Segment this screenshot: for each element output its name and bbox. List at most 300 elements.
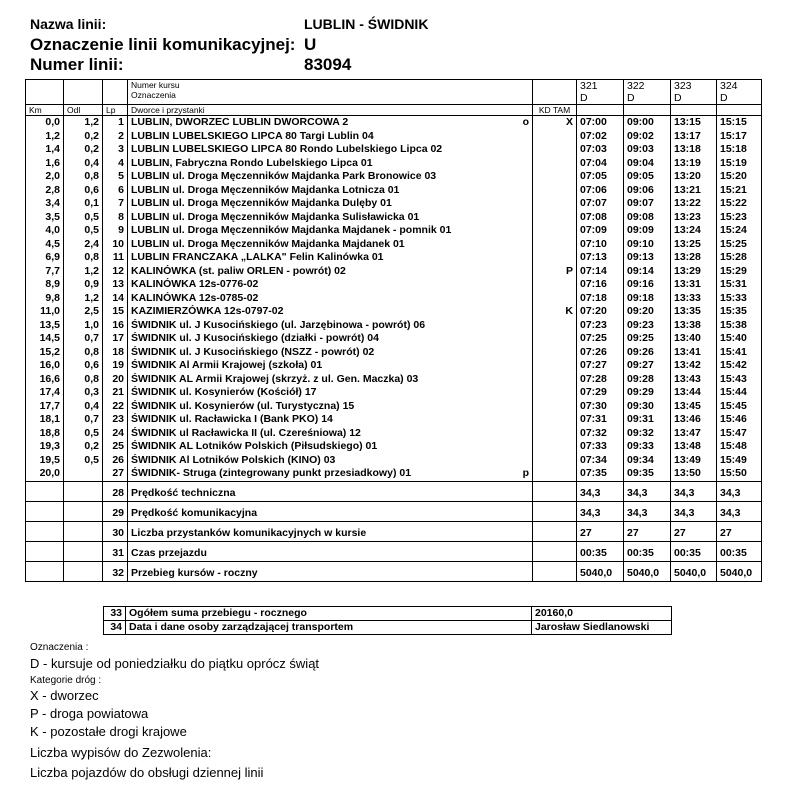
course-mark: D bbox=[627, 92, 635, 104]
departure-time: 15:38 bbox=[717, 319, 762, 333]
summary-value: 00:35 bbox=[624, 541, 671, 561]
departure-time: 09:23 bbox=[624, 319, 671, 333]
stop-row bbox=[26, 224, 762, 238]
stop-name: LUBLIN ul. Droga Męczenników Majdanka Lotnicza 01 bbox=[131, 183, 400, 196]
departure-time: 13:50 bbox=[671, 467, 717, 481]
departure-time: 09:20 bbox=[624, 305, 671, 319]
course-number: 321 bbox=[580, 80, 598, 92]
stop-km: 0,0 bbox=[26, 116, 64, 130]
stop-distance: 0,1 bbox=[64, 197, 103, 211]
stop-name: ŚWIDNIK Al Lotników Polskich (KINO) 03 bbox=[131, 453, 336, 466]
departure-time: 07:09 bbox=[577, 224, 624, 238]
stop-row bbox=[26, 319, 762, 333]
departure-time: 15:50 bbox=[717, 467, 762, 481]
summary-row bbox=[26, 521, 762, 541]
summary-value: 5040,0 bbox=[717, 561, 762, 581]
stop-km: 2,0 bbox=[26, 170, 64, 184]
departure-time: 09:18 bbox=[624, 292, 671, 306]
stop-distance: 0,7 bbox=[64, 332, 103, 346]
summary-value: 5040,0 bbox=[671, 561, 717, 581]
stop-lp: 17 bbox=[103, 332, 128, 346]
stop-row bbox=[26, 251, 762, 265]
departure-time: 13:44 bbox=[671, 386, 717, 400]
stop-name-cell bbox=[128, 184, 533, 198]
departure-time: 13:46 bbox=[671, 413, 717, 427]
stop-row bbox=[26, 238, 762, 252]
departure-time: 07:20 bbox=[577, 305, 624, 319]
stop-km: 19,5 bbox=[26, 454, 64, 468]
departure-time: 15:42 bbox=[717, 359, 762, 373]
row-label: Data i dane osoby zarządzającej transportem bbox=[126, 621, 532, 635]
stop-distance: 0,9 bbox=[64, 278, 103, 292]
summary-row bbox=[26, 501, 762, 521]
departure-time: 07:10 bbox=[577, 238, 624, 252]
line-number-value: 83094 bbox=[304, 55, 352, 74]
stop-name: ŚWIDNIK ul. Kosynierów (Kościół) 17 bbox=[131, 386, 317, 398]
departure-time: 09:04 bbox=[624, 157, 671, 171]
stop-name: LUBLIN, Fabryczna Rondo Lubelskiego Lipca 01 bbox=[131, 156, 373, 169]
stop-distance: 0,2 bbox=[64, 130, 103, 144]
stop-lp: 5 bbox=[103, 170, 128, 184]
summary-value: 00:35 bbox=[717, 541, 762, 561]
departure-time: 09:05 bbox=[624, 170, 671, 184]
summary-kd bbox=[533, 501, 577, 521]
summary-value: 27 bbox=[624, 521, 671, 541]
summary-value: 34,3 bbox=[577, 481, 624, 501]
departure-time: 15:35 bbox=[717, 305, 762, 319]
stop-road-category bbox=[533, 440, 577, 454]
stop-name-cell bbox=[128, 373, 533, 387]
departure-time: 07:06 bbox=[577, 184, 624, 198]
summary-km bbox=[26, 561, 64, 581]
departure-time: 09:33 bbox=[624, 440, 671, 454]
departure-time: 15:47 bbox=[717, 427, 762, 441]
stop-distance bbox=[64, 467, 103, 481]
stop-lp: 15 bbox=[103, 305, 128, 319]
manager-row bbox=[104, 621, 672, 635]
departure-time: 09:28 bbox=[624, 373, 671, 387]
departure-time: 09:08 bbox=[624, 211, 671, 225]
stop-name-cell bbox=[128, 319, 533, 333]
stop-road-category bbox=[533, 359, 577, 373]
departure-time: 07:02 bbox=[577, 130, 624, 144]
summary-row bbox=[26, 541, 762, 561]
departure-time: 13:28 bbox=[671, 251, 717, 265]
stop-row bbox=[26, 400, 762, 414]
summary-label: Czas przejazdu bbox=[128, 541, 533, 561]
course-mark: D bbox=[720, 92, 728, 104]
stop-road-category bbox=[533, 427, 577, 441]
km-header: Km bbox=[26, 105, 64, 116]
stop-row bbox=[26, 211, 762, 225]
departure-time: 07:00 bbox=[577, 116, 624, 130]
permit-extracts-label: Liczba wypisów do Zezwolenia: bbox=[30, 745, 212, 760]
stop-name-cell bbox=[128, 130, 533, 144]
stop-lp: 26 bbox=[103, 454, 128, 468]
stop-distance: 0,6 bbox=[64, 359, 103, 373]
departure-time: 15:46 bbox=[717, 413, 762, 427]
departure-time: 15:28 bbox=[717, 251, 762, 265]
summary-value: 34,3 bbox=[717, 501, 762, 521]
departure-time: 15:24 bbox=[717, 224, 762, 238]
stop-row bbox=[26, 157, 762, 171]
departure-time: 13:49 bbox=[671, 454, 717, 468]
departure-time: 15:20 bbox=[717, 170, 762, 184]
stop-road-category bbox=[533, 278, 577, 292]
stop-distance: 0,8 bbox=[64, 373, 103, 387]
stop-distance: 0,8 bbox=[64, 346, 103, 360]
summary-lp: 28 bbox=[103, 481, 128, 501]
summary-odl bbox=[64, 481, 103, 501]
stop-name-cell bbox=[128, 157, 533, 171]
departure-time: 13:38 bbox=[671, 319, 717, 333]
departure-time: 13:17 bbox=[671, 130, 717, 144]
stop-lp: 14 bbox=[103, 292, 128, 306]
stop-row bbox=[26, 305, 762, 319]
stop-road-category bbox=[533, 157, 577, 171]
stop-distance: 1,0 bbox=[64, 319, 103, 333]
departure-time: 15:19 bbox=[717, 157, 762, 171]
summary-kd bbox=[533, 481, 577, 501]
departure-time: 13:21 bbox=[671, 184, 717, 198]
stop-distance: 0,5 bbox=[64, 211, 103, 225]
departure-time: 07:27 bbox=[577, 359, 624, 373]
stop-name-cell bbox=[128, 251, 533, 265]
stop-name-cell bbox=[128, 143, 533, 157]
departure-time: 13:22 bbox=[671, 197, 717, 211]
stop-row bbox=[26, 413, 762, 427]
departure-time: 15:44 bbox=[717, 386, 762, 400]
departure-time: 15:21 bbox=[717, 184, 762, 198]
departure-time: 07:28 bbox=[577, 373, 624, 387]
departure-time: 13:25 bbox=[671, 238, 717, 252]
stop-lp: 21 bbox=[103, 386, 128, 400]
line-mark-value: U bbox=[304, 35, 317, 54]
stop-road-category bbox=[533, 224, 577, 238]
summary-value: 27 bbox=[717, 521, 762, 541]
stop-distance: 0,7 bbox=[64, 413, 103, 427]
departure-time: 07:04 bbox=[577, 157, 624, 171]
stop-name: LUBLIN ul. Droga Męczenników Majdanka Sulisławicka 01 bbox=[131, 210, 420, 223]
summary-label: Liczba przystanków komunikacyjnych w kursie bbox=[128, 521, 533, 541]
departure-time: 13:15 bbox=[671, 116, 717, 130]
departure-time: 07:16 bbox=[577, 278, 624, 292]
stop-lp: 27 bbox=[103, 467, 128, 481]
course-number: 324 bbox=[720, 80, 738, 92]
stop-road-category bbox=[533, 373, 577, 387]
stop-name-cell bbox=[128, 386, 533, 400]
row-label: Ogółem suma przebiegu - rocznego bbox=[126, 607, 532, 621]
stop-name: ŚWIDNIK ul. Kosynierów (ul. Turystyczna) 15 bbox=[131, 399, 355, 412]
stop-row bbox=[26, 373, 762, 387]
stop-km: 4,5 bbox=[26, 238, 64, 252]
departure-time: 13:24 bbox=[671, 224, 717, 238]
stop-road-category bbox=[533, 386, 577, 400]
stations-header: Dworce i przystanki bbox=[128, 105, 533, 116]
stop-km: 3,5 bbox=[26, 211, 64, 225]
stop-km: 20,0 bbox=[26, 467, 64, 481]
stop-km: 17,7 bbox=[26, 400, 64, 414]
departure-time: 15:33 bbox=[717, 292, 762, 306]
road-category-k: K - pozostałe drogi krajowe bbox=[30, 724, 187, 739]
stop-name: ŚWIDNIK Al Armii Krajowej (szkoła) 01 bbox=[131, 359, 323, 371]
course-number-row bbox=[26, 80, 762, 105]
departure-time: 09:31 bbox=[624, 413, 671, 427]
departure-time: 07:32 bbox=[577, 427, 624, 441]
row-lp: 33 bbox=[104, 607, 126, 621]
departure-time: 07:26 bbox=[577, 346, 624, 360]
summary-value: 34,3 bbox=[624, 481, 671, 501]
summary-value: 34,3 bbox=[717, 481, 762, 501]
departure-time: 15:41 bbox=[717, 346, 762, 360]
stop-name-cell bbox=[128, 427, 533, 441]
stop-lp: 25 bbox=[103, 440, 128, 454]
vehicles-label: Liczba pojazdów do obsługi dziennej linii bbox=[30, 765, 264, 780]
departure-time: 07:23 bbox=[577, 319, 624, 333]
stop-lp: 8 bbox=[103, 211, 128, 225]
stop-name-cell bbox=[128, 346, 533, 360]
departure-time: 09:32 bbox=[624, 427, 671, 441]
departure-time: 09:14 bbox=[624, 265, 671, 279]
stop-road-category bbox=[533, 143, 577, 157]
summary-odl bbox=[64, 541, 103, 561]
departure-time: 09:02 bbox=[624, 130, 671, 144]
stop-distance: 0,5 bbox=[64, 224, 103, 238]
departure-time: 15:15 bbox=[717, 116, 762, 130]
stop-lp: 16 bbox=[103, 319, 128, 333]
kd-tam-header: KD TAM bbox=[533, 105, 577, 116]
stop-name: LUBLIN ul. Droga Męczenników Majdanka Park Bronowice 03 bbox=[131, 170, 437, 182]
stop-name-cell bbox=[128, 116, 533, 130]
timetable bbox=[25, 79, 762, 582]
summary-row bbox=[26, 481, 762, 501]
departure-time: 09:26 bbox=[624, 346, 671, 360]
departure-time: 09:35 bbox=[624, 467, 671, 481]
stop-row bbox=[26, 170, 762, 184]
summary-value: 00:35 bbox=[577, 541, 624, 561]
departure-time: 15:45 bbox=[717, 400, 762, 414]
course-mark: D bbox=[674, 92, 682, 104]
stop-km: 17,4 bbox=[26, 386, 64, 400]
departure-time: 15:49 bbox=[717, 454, 762, 468]
stop-row bbox=[26, 130, 762, 144]
departure-time: 07:05 bbox=[577, 170, 624, 184]
departure-time: 09:29 bbox=[624, 386, 671, 400]
stop-km: 16,6 bbox=[26, 373, 64, 387]
stop-road-category bbox=[533, 400, 577, 414]
summary-lp: 32 bbox=[103, 561, 128, 581]
summary-value: 5040,0 bbox=[577, 561, 624, 581]
stop-name: ŚWIDNIK- Struga (zintegrowany punkt przesiadkowy) 01 bbox=[131, 467, 412, 479]
departure-time: 07:29 bbox=[577, 386, 624, 400]
stop-lp: 9 bbox=[103, 224, 128, 238]
line-mark-label: Oznaczenie linii komunikacyjnej: bbox=[30, 35, 296, 54]
stop-name-cell bbox=[128, 224, 533, 238]
stop-name-cell bbox=[128, 292, 533, 306]
stop-road-category bbox=[533, 413, 577, 427]
summary-kd bbox=[533, 541, 577, 561]
designation-d: D - kursuje od poniedziałku do piątku oprócz świąt bbox=[30, 656, 320, 671]
stop-km: 18,8 bbox=[26, 427, 64, 441]
stop-name-cell bbox=[128, 278, 533, 292]
stop-row bbox=[26, 467, 762, 481]
stop-lp: 10 bbox=[103, 238, 128, 252]
stop-row bbox=[26, 278, 762, 292]
departure-time: 07:30 bbox=[577, 400, 624, 414]
stop-distance: 0,4 bbox=[64, 400, 103, 414]
summary-lp: 30 bbox=[103, 521, 128, 541]
stop-km: 18,1 bbox=[26, 413, 64, 427]
stop-name: KAZIMIERZÓWKA 12s-0797-02 bbox=[131, 305, 284, 317]
stop-road-category bbox=[533, 467, 577, 481]
stop-lp: 19 bbox=[103, 359, 128, 373]
stop-distance: 0,5 bbox=[64, 454, 103, 468]
stop-name-cell bbox=[128, 211, 533, 225]
departure-time: 07:07 bbox=[577, 197, 624, 211]
course-number: 323 bbox=[674, 80, 692, 92]
departure-time: 13:40 bbox=[671, 332, 717, 346]
stop-name-cell bbox=[128, 170, 533, 184]
summary-value: 27 bbox=[577, 521, 624, 541]
stop-road-category bbox=[533, 454, 577, 468]
departure-time: 09:03 bbox=[624, 143, 671, 157]
stop-distance: 0,6 bbox=[64, 184, 103, 198]
stop-name: LUBLIN ul. Droga Męczenników Majdanka Dulęby 01 bbox=[131, 197, 392, 209]
summary-label: Prędkość komunikacyjna bbox=[128, 501, 533, 521]
stop-distance: 0,2 bbox=[64, 440, 103, 454]
departure-time: 15:48 bbox=[717, 440, 762, 454]
stop-road-category bbox=[533, 292, 577, 306]
stop-name: ŚWIDNIK AL Armii Krajowej (skrzyż. z ul. Gen. Maczka) 03 bbox=[131, 372, 419, 385]
departure-time: 15:31 bbox=[717, 278, 762, 292]
stop-distance: 2,4 bbox=[64, 238, 103, 252]
stop-distance: 1,2 bbox=[64, 265, 103, 279]
stop-name: ŚWIDNIK ul. J Kusocińskiego (działki - powrót) 04 bbox=[131, 332, 379, 344]
departure-time: 13:19 bbox=[671, 157, 717, 171]
summary-label: Przebieg kursów - roczny bbox=[128, 561, 533, 581]
summary-value: 27 bbox=[671, 521, 717, 541]
departure-time: 13:31 bbox=[671, 278, 717, 292]
stop-km: 15,2 bbox=[26, 346, 64, 360]
departure-time: 09:07 bbox=[624, 197, 671, 211]
stop-note: p bbox=[522, 467, 529, 479]
stop-km: 2,8 bbox=[26, 184, 64, 198]
stop-name: LUBLIN LUBELSKIEGO LIPCA 80 Targi Lublin 04 bbox=[131, 129, 374, 142]
stop-lp: 12 bbox=[103, 265, 128, 279]
stop-road-category bbox=[533, 238, 577, 252]
stop-name: ŚWIDNIK ul Racławicka II (ul. Czereśniowa) 12 bbox=[131, 426, 361, 439]
stop-km: 3,4 bbox=[26, 197, 64, 211]
stop-name: KALINÓWKA 12s-0776-02 bbox=[131, 278, 259, 290]
departure-time: 09:25 bbox=[624, 332, 671, 346]
departure-time: 09:09 bbox=[624, 224, 671, 238]
departure-time: 13:35 bbox=[671, 305, 717, 319]
stop-row bbox=[26, 440, 762, 454]
stop-name-cell bbox=[128, 238, 533, 252]
departure-time: 07:14 bbox=[577, 265, 624, 279]
departure-time: 13:42 bbox=[671, 359, 717, 373]
summary-km bbox=[26, 521, 64, 541]
summary-label: Prędkość techniczna bbox=[128, 481, 533, 501]
stop-name-cell bbox=[128, 440, 533, 454]
summary-km bbox=[26, 541, 64, 561]
stop-row bbox=[26, 184, 762, 198]
departure-time: 13:47 bbox=[671, 427, 717, 441]
departure-time: 13:18 bbox=[671, 143, 717, 157]
summary-value: 34,3 bbox=[671, 481, 717, 501]
summary-odl bbox=[64, 501, 103, 521]
stop-name: LUBLIN LUBELSKIEGO LIPCA 80 Rondo Lubelskiego Lipca 02 bbox=[131, 143, 443, 155]
stop-name: LUBLIN FRANCZAKA „LALKA" Felin Kalinówka 01 bbox=[131, 251, 384, 263]
departure-time: 07:03 bbox=[577, 143, 624, 157]
summary-km bbox=[26, 481, 64, 501]
stop-distance: 0,8 bbox=[64, 170, 103, 184]
stop-km: 19,3 bbox=[26, 440, 64, 454]
stop-name-cell bbox=[128, 332, 533, 346]
departure-time: 15:29 bbox=[717, 265, 762, 279]
road-categories-title: Kategorie dróg : bbox=[30, 675, 102, 686]
summary-value: 5040,0 bbox=[624, 561, 671, 581]
road-category-x: X - dworzec bbox=[30, 688, 99, 703]
stop-row bbox=[26, 454, 762, 468]
departure-time: 07:25 bbox=[577, 332, 624, 346]
departure-time: 09:00 bbox=[624, 116, 671, 130]
stop-row bbox=[26, 292, 762, 306]
departure-time: 13:41 bbox=[671, 346, 717, 360]
departure-time: 13:45 bbox=[671, 400, 717, 414]
stop-distance: 1,2 bbox=[64, 116, 103, 130]
stop-name-cell bbox=[128, 265, 533, 279]
departure-time: 09:34 bbox=[624, 454, 671, 468]
stop-road-category bbox=[533, 130, 577, 144]
stop-km: 11,0 bbox=[26, 305, 64, 319]
stop-road-category bbox=[533, 170, 577, 184]
summary-row bbox=[26, 561, 762, 581]
stop-road-category bbox=[533, 211, 577, 225]
stop-name-cell bbox=[128, 467, 533, 481]
stop-km: 6,9 bbox=[26, 251, 64, 265]
line-number-label: Numer linii: bbox=[30, 55, 124, 74]
summary-odl bbox=[64, 521, 103, 541]
departure-time: 09:13 bbox=[624, 251, 671, 265]
summary-value: 34,3 bbox=[671, 501, 717, 521]
departure-time: 15:17 bbox=[717, 130, 762, 144]
stop-name-cell bbox=[128, 359, 533, 373]
stop-lp: 18 bbox=[103, 346, 128, 360]
departure-time: 15:23 bbox=[717, 211, 762, 225]
stop-lp: 7 bbox=[103, 197, 128, 211]
summary-lp: 29 bbox=[103, 501, 128, 521]
stop-name: LUBLIN ul. Droga Męczenników Majdanka Majdanek 01 bbox=[131, 237, 405, 250]
stop-km: 1,4 bbox=[26, 143, 64, 157]
departure-time: 15:22 bbox=[717, 197, 762, 211]
departure-time: 07:08 bbox=[577, 211, 624, 225]
annual-total-row bbox=[104, 607, 672, 621]
stop-name: ŚWIDNIK ul. J Kusocińskiego (ul. Jarzębinowa - powrót) 06 bbox=[131, 318, 426, 331]
stop-distance: 2,5 bbox=[64, 305, 103, 319]
departure-time: 13:23 bbox=[671, 211, 717, 225]
summary-km bbox=[26, 501, 64, 521]
stop-distance: 0,4 bbox=[64, 157, 103, 171]
stop-name: ŚWIDNIK AL Lotników Polskich (Piłsudskiego) 01 bbox=[131, 440, 378, 452]
departure-time: 09:10 bbox=[624, 238, 671, 252]
stop-km: 16,0 bbox=[26, 359, 64, 373]
departure-time: 15:25 bbox=[717, 238, 762, 252]
stop-name: KALINÓWKA (st. paliw ORLEN - powrót) 02 bbox=[131, 264, 346, 277]
stop-lp: 6 bbox=[103, 184, 128, 198]
stop-row bbox=[26, 346, 762, 360]
summary-kd bbox=[533, 561, 577, 581]
